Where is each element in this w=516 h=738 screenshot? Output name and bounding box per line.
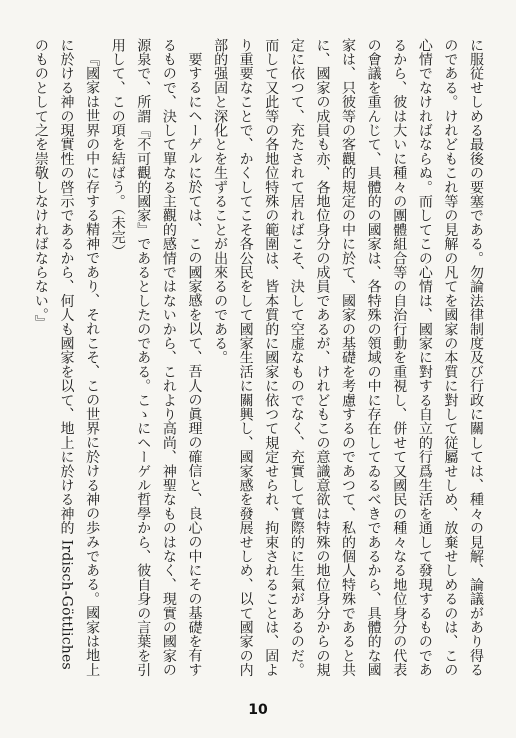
paragraph-2: 要するにヘーゲルに於ては、この國家感を以て、吾人の眞理の確信と、良心の中にその基礎を有するもので、決して單なる主觀的感情ではないから、これより高尚、神聖なものはなく、現實の國家の源泉で、所謂『不可觀的國家』であるとしたのである。こゝにヘーゲル哲學から、彼自身の言葉を引用して、この項を結ばう。（未完） <box>109 38 203 677</box>
paragraph-1: に服従せしめる最後の要塞である。勿論法律制度及び行政に關しては、種々の見解、論議があり得るのである。けれどもこれ等の見解の凡てを國家の本質に對して従屬せしめ、放棄せしめるのは、この心情でなければならぬ。而してこの心情は、國家に對する自立的行爲生活を通して發現するものであるから、彼は大いに種々の團體組合等の自治行動を重視し、併せて又國民の種々なる地位身分の代表の會議を重んじて、具體的の國家は、各特殊の領域の中に存在してゐるべきであるから、具體的な國家は、只彼等の客觀的規定の中に於て、國家の基礎を考慮するのであつて、私的個人特殊であると共に、國家の成員も亦、各地位身分の成員であるが、けれどもこの意識意欲は特殊の地位身分からの規定に依つて、充たされて居ればこそ、決して空虚なものでなく、充實して實際的に生氣があるのだ。而して又此等の各地位特殊の範圍は、皆本質的に國家に依つて規定せられ、拘束されることは、固より重要なことで、かくしてこそ各公民をして國家生活に關興し、國家感を發展せしめ、以て國家の内部的强固と深化とを生ずることが出來るのである。 <box>212 38 484 677</box>
page-number: 10 <box>248 702 268 718</box>
paragraph-3-quote: 『國家は世界の中に存する精神であり、それこそ、この世界に於ける神の歩みである。國家は地上に於ける神の現實性の啓示であるから、何人も國家を以て、地上に於ける神的 Irdisch-Göttliches のものとして之を崇敬しなければならない。』 <box>32 38 101 677</box>
vertical-text-body <box>22 38 488 678</box>
